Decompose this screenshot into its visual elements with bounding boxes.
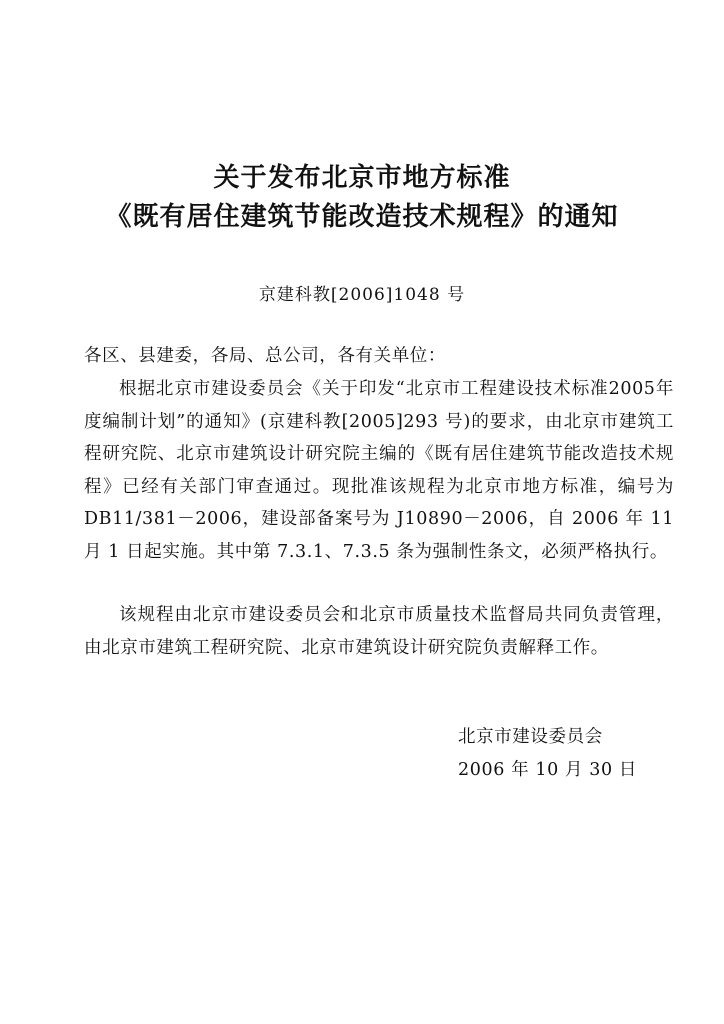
document-number: 京建科教[2006]1048 号 <box>258 285 466 305</box>
notice-title-line-2: 《既有居住建筑节能改造技术规程》的通知 <box>105 202 619 232</box>
signature-date: 2006 年 10 月 30 日 <box>458 760 637 780</box>
signature-organization: 北京市建设委员会 <box>458 727 603 747</box>
body-paragraph-2: 该规程由北京市建设委员会和北京市质量技术监督局共同负责管理，由北京市建筑工程研究院、北京市建筑设计研究院负责解释工作。 <box>84 605 674 658</box>
salutation: 各区、县建委，各局、总公司，各有关单位： <box>84 346 446 366</box>
notice-title-line-1: 关于发布北京市地方标准 <box>213 163 511 193</box>
body-paragraph-1: 根据北京市建设委员会《关于印发“北京市工程建设技术标准2005年度编制计划”的通知》(京建科教[2005]293 号)的要求，由北京市建筑工程研究院、北京市建筑设计研究院主编的《既有居住建筑节能改造技术规程》已经有关部门审查通过。现批准该规程为北京市地方标准，编号为 DB11/381－2006，建设部备案号为 J10890－2006，自 2006 年 11 月 1 日起实施。其中第 7.3.1、7.3.5 条为强制性条文，必须严格执行。 <box>84 379 674 562</box>
